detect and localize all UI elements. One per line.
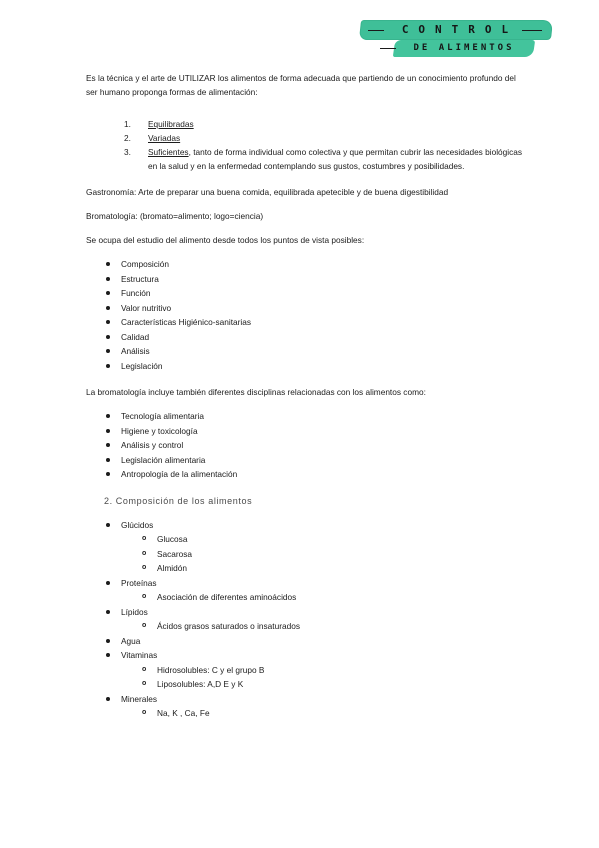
disciplinas-list	[86, 409, 526, 482]
list-item-label: Lípidos	[121, 606, 148, 617]
sub-list-item: o Asociación de diferentes aminoácidos	[86, 590, 526, 605]
sub-list-item: o Almidón	[86, 561, 526, 576]
composicion-list	[86, 692, 526, 707]
list-item: Estructura	[86, 272, 526, 287]
list-item-label: Minerales	[121, 693, 157, 704]
intro-list-item	[112, 145, 526, 173]
list-item: Análisis y control	[86, 438, 526, 453]
list-item	[86, 648, 526, 663]
list-item-label: Suficientes	[148, 147, 189, 157]
gastronomia-definition: Gastronomía: Arte de preparar una buena comida, equilibrada apetecible y de buena digestibilidad	[86, 187, 449, 197]
list-item: Calidad	[86, 330, 526, 345]
intro-list	[86, 117, 526, 173]
bromatologia-definition: Bromatología: (bromato=alimento; logo=ciencia)	[86, 211, 264, 221]
list-item: Valor nutritivo	[86, 301, 526, 316]
list-number: 2.	[124, 133, 131, 143]
list-item: Higiene y toxicología	[86, 424, 526, 439]
banner-title: CONTROL	[401, 23, 519, 36]
sub-list	[86, 619, 526, 634]
list-item: Tecnología alimentaria	[86, 409, 526, 424]
composicion-list	[86, 518, 526, 533]
composicion-list	[86, 605, 526, 620]
list-item: Antropología de la alimentación	[86, 467, 526, 482]
list-item	[86, 634, 526, 649]
list-item: Legislación	[86, 359, 526, 374]
section-heading: 2. Composición de los alimentos	[104, 495, 253, 506]
list-item-label: Agua	[121, 635, 141, 646]
sub-list-item: o Ácidos grasos saturados o insaturados	[86, 619, 526, 634]
list-item-label: Variadas	[148, 133, 181, 143]
list-item: Legislación alimentaria	[86, 453, 526, 468]
sub-list	[86, 532, 526, 576]
intro-list-item	[112, 131, 526, 145]
sub-list-item: o Liposolubles: A,D E y K	[86, 677, 526, 692]
list-item	[86, 692, 526, 707]
disciplinas-intro: La bromatología incluye también diferentes disciplinas relacionadas con los alimentos como:	[86, 387, 426, 397]
sub-list-item: o Glucosa	[86, 532, 526, 547]
sub-list-item: o Na, K , Ca, Fe	[86, 706, 526, 721]
list-item-label: Glúcidos	[121, 519, 154, 530]
list-item: Características Higiénico-sanitarias	[86, 315, 526, 330]
intro-paragraph: Es la técnica y el arte de UTILIZAR los alimentos de forma adecuada que partiendo de un conocimiento profundo del ser humano proponga formas de alimentación:	[86, 73, 516, 97]
list-item	[86, 518, 526, 533]
sub-list-item: o Sacarosa	[86, 547, 526, 562]
list-item	[86, 576, 526, 591]
list-item-label: Equilibradas	[148, 119, 194, 129]
intro-list-item	[112, 117, 526, 131]
estudio-list	[86, 257, 526, 373]
sub-list-item: o Hidrosolubles: C y el grupo B	[86, 663, 526, 678]
composicion-list	[86, 634, 526, 663]
document-body	[86, 71, 526, 721]
list-number: 1.	[124, 119, 131, 129]
list-item-label: Vitaminas	[121, 650, 158, 660]
list-item: Composición	[86, 257, 526, 272]
banner-subtitle: DE ALIMENTOS	[413, 43, 515, 53]
list-item: Análisis	[86, 344, 526, 359]
estudio-intro: Se ocupa del estudio del alimento desde todos los puntos de vista posibles:	[86, 235, 365, 245]
sub-list	[86, 590, 526, 605]
list-item-text: , tanto de forma individual como colectiva y que permitan cubrir las necesidades biológicas en la salud y en la enfermedad contemplando sus gustos, costumbres y posibilidades.	[148, 147, 523, 171]
sub-list	[86, 663, 526, 692]
composicion-list	[86, 576, 526, 591]
sub-list	[86, 706, 526, 721]
list-item	[86, 605, 526, 620]
list-item: Función	[86, 286, 526, 301]
header-banner	[360, 20, 558, 60]
list-item-label: Proteínas	[121, 577, 157, 588]
list-number: 3.	[124, 147, 131, 157]
